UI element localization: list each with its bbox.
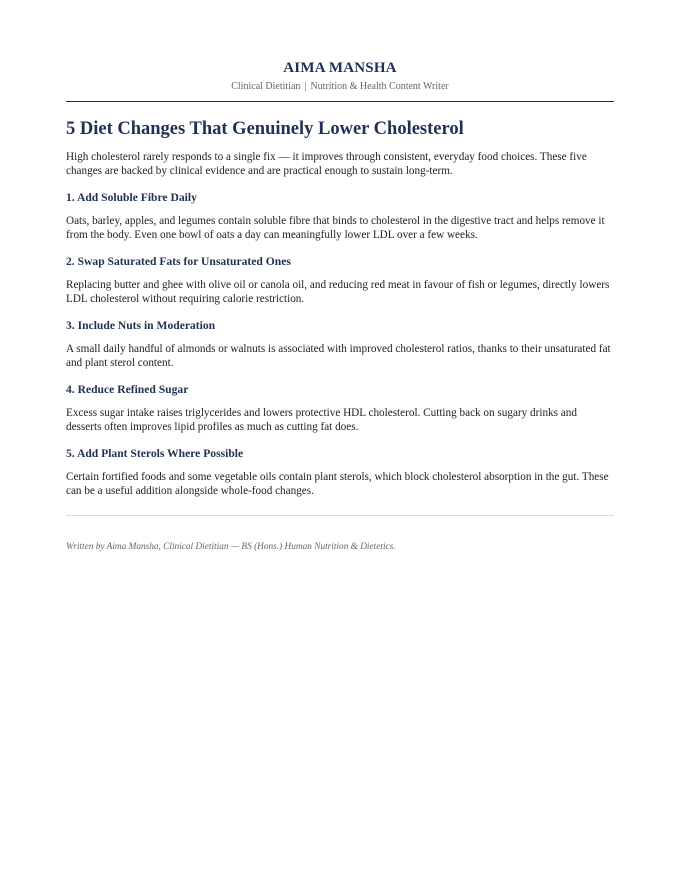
section-2 [66,255,614,306]
author-role: Clinical Dietitian [231,81,301,92]
section-heading: 2. Swap Saturated Fats for Unsaturated Ones [66,255,291,268]
section-body: Replacing butter and ghee with olive oil or canola oil, and reducing red meat in favour of fish or legumes, directly lowers LDL cholesterol without requiring calorie restriction. [66,279,610,305]
article-intro: High cholesterol rarely responds to a single fix — it improves through consistent, everyday food choices. These five changes are backed by clinical evidence and are practical enough to sustain long-term. [66,151,587,177]
article-title: 5 Diet Changes That Genuinely Lower Cholesterol [66,119,464,139]
section-heading: 4. Reduce Refined Sugar [66,383,189,396]
section-body: Certain fortified foods and some vegetable oils contain plant sterols, which block cholesterol absorption in the gut. These can be a useful addition alongside whole-food changes. [66,471,609,497]
section-1 [66,191,614,242]
section-3 [66,319,614,370]
section-4 [66,383,614,434]
section-body: Oats, barley, apples, and legumes contain soluble fibre that binds to cholesterol in the digestive tract and helps remove it from the body. Even one bowl of oats a day can meaningfully lower LDL over a few weeks. [66,215,605,241]
author-byline: Written by Aima Mansha, Clinical Dietitian — BS (Hons.) Human Nutrition & Dietetics. [66,542,396,552]
section-heading: 1. Add Soluble Fibre Daily [66,191,197,204]
footer-divider [66,515,614,516]
section-body: A small daily handful of almonds or walnuts is associated with improved cholesterol ratios, thanks to their unsaturated fat and plant sterol content. [66,343,611,369]
section-heading: 3. Include Nuts in Moderation [66,319,216,332]
author-name: AIMA MANSHA [283,60,397,76]
header-divider [66,101,614,102]
subtitle-separator: | [304,81,307,92]
section-heading: 5. Add Plant Sterols Where Possible [66,447,244,460]
author-subtitle [66,81,614,93]
section-5 [66,447,614,498]
document-header [66,0,614,93]
section-body: Excess sugar intake raises triglycerides and lowers protective HDL cholesterol. Cutting back on sugary drinks and desserts often improves lipid profiles as much as cutting fat does. [66,407,577,433]
author-tagline: Nutrition & Health Content Writer [310,81,449,92]
